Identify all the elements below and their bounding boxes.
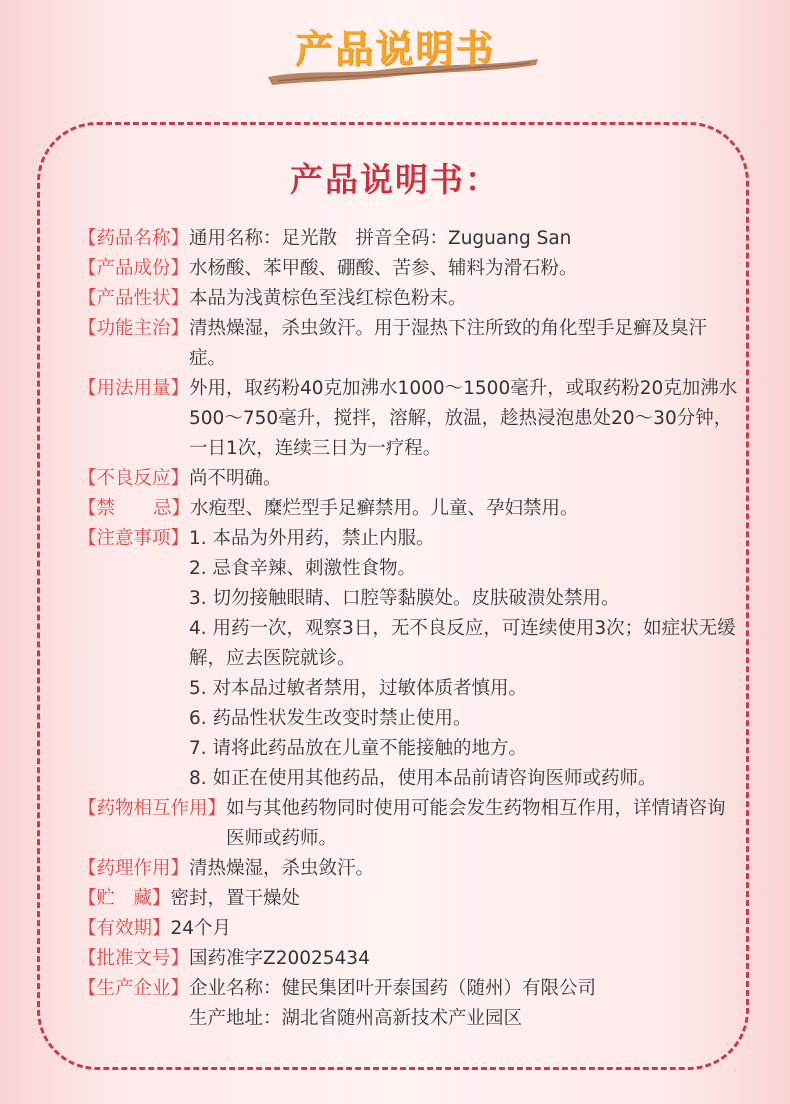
caution-item: 5. 对本品过敏者禁用，过敏体质者慎用。 [189,678,528,699]
banner-title: 产品说明书 [294,27,495,71]
field-label: 【药物相互作用】 [78,798,227,819]
field-manufacturer [78,974,738,1034]
caution-item: 6. 药品性状发生改变时禁止使用。 [189,708,472,729]
field-value: 通用名称：足光散 拼音全码：Zuguang San [189,228,572,249]
manufacturer-info [189,974,738,1034]
field-value: 本品为浅黄棕色至浅红棕色粉末。 [189,288,467,309]
document-title: 产品说明书： [290,160,500,199]
caution-item: 8. 如正在使用其他药品，使用本品前请咨询医师或药师。 [189,768,657,789]
field-storage [78,884,738,914]
field-pharmacology [78,854,738,884]
field-label [78,494,190,524]
field-value: 清热燥湿，杀虫敛汗。 [189,858,375,879]
field-label-open: 【禁 [78,498,116,519]
caution-item: 2. 忌食辛辣、刺激性食物。 [189,558,417,579]
field-value: 外用，取药粉40克加沸水1000～1500毫升，或取药粉20克加沸水500～750毫升，搅拌，溶解，放温，趁热浸泡患处20～30分钟，一日1次，连续三日为一疗程。 [189,378,738,459]
field-adverse-reactions [78,464,738,494]
manufacturer-address: 生产地址：湖北省随州高新技术产业园区 [189,1008,523,1029]
field-contraindications [78,494,738,524]
manufacturer-company: 企业名称：健民集团叶开泰国药（随州）有限公司 [189,978,597,999]
field-label: 【贮 藏】 [78,888,171,909]
field-label: 【功能主治】 [78,318,190,339]
field-appearance [78,284,738,314]
field-ingredients [78,254,738,284]
caution-item: 1. 本品为外用药，禁止内服。 [189,528,435,549]
field-approval-number [78,944,738,974]
field-label: 【注意事项】 [78,528,190,549]
header-banner [0,0,790,100]
field-cautions [78,524,738,794]
caution-item: 3. 切勿接触眼睛、口腔等黏膜处。皮肤破溃处禁用。 [189,588,620,609]
field-value: 水杨酸、苯甲酸、硼酸、苦参、辅料为滑石粉。 [189,258,578,279]
field-value: 尚不明确。 [189,468,282,489]
field-value: 水疱型、糜烂型手足癣禁用。儿童、孕妇禁用。 [190,498,579,519]
field-label: 【有效期】 [78,918,171,939]
field-value: 密封，置干燥处 [170,888,301,909]
caution-item: 7. 请将此药品放在儿童不能接触的地方。 [189,738,528,759]
field-label: 【不良反应】 [78,468,190,489]
field-label: 【药品名称】 [78,228,190,249]
field-label: 【批准文号】 [78,948,190,969]
field-value: 清热燥湿，杀虫敛汗。用于湿热下注所致的角化型手足癣及臭汗症。 [189,318,708,369]
field-drug-name [78,224,738,254]
field-value: 24个月 [170,918,232,939]
field-value: 如与其他药物同时使用可能会发生药物相互作用，详情请咨询医师或药师。 [226,798,726,849]
cautions-list [189,524,738,794]
field-validity [78,914,738,944]
field-drug-interactions [78,794,738,854]
field-usage [78,374,738,464]
instructions-body [78,224,738,1034]
field-label-close: 忌】 [152,498,190,519]
field-label: 【药理作用】 [78,858,190,879]
field-indications [78,314,738,374]
field-label: 【生产企业】 [78,978,190,999]
field-label: 【用法用量】 [78,378,190,399]
field-label: 【产品成份】 [78,258,190,279]
field-value: 国药准字Z20025434 [189,948,370,969]
field-label: 【产品性状】 [78,288,190,309]
caution-item: 4. 用药一次，观察3日，无不良反应，可连续使用3次；如症状无缓解，应去医院就诊。 [189,618,736,669]
